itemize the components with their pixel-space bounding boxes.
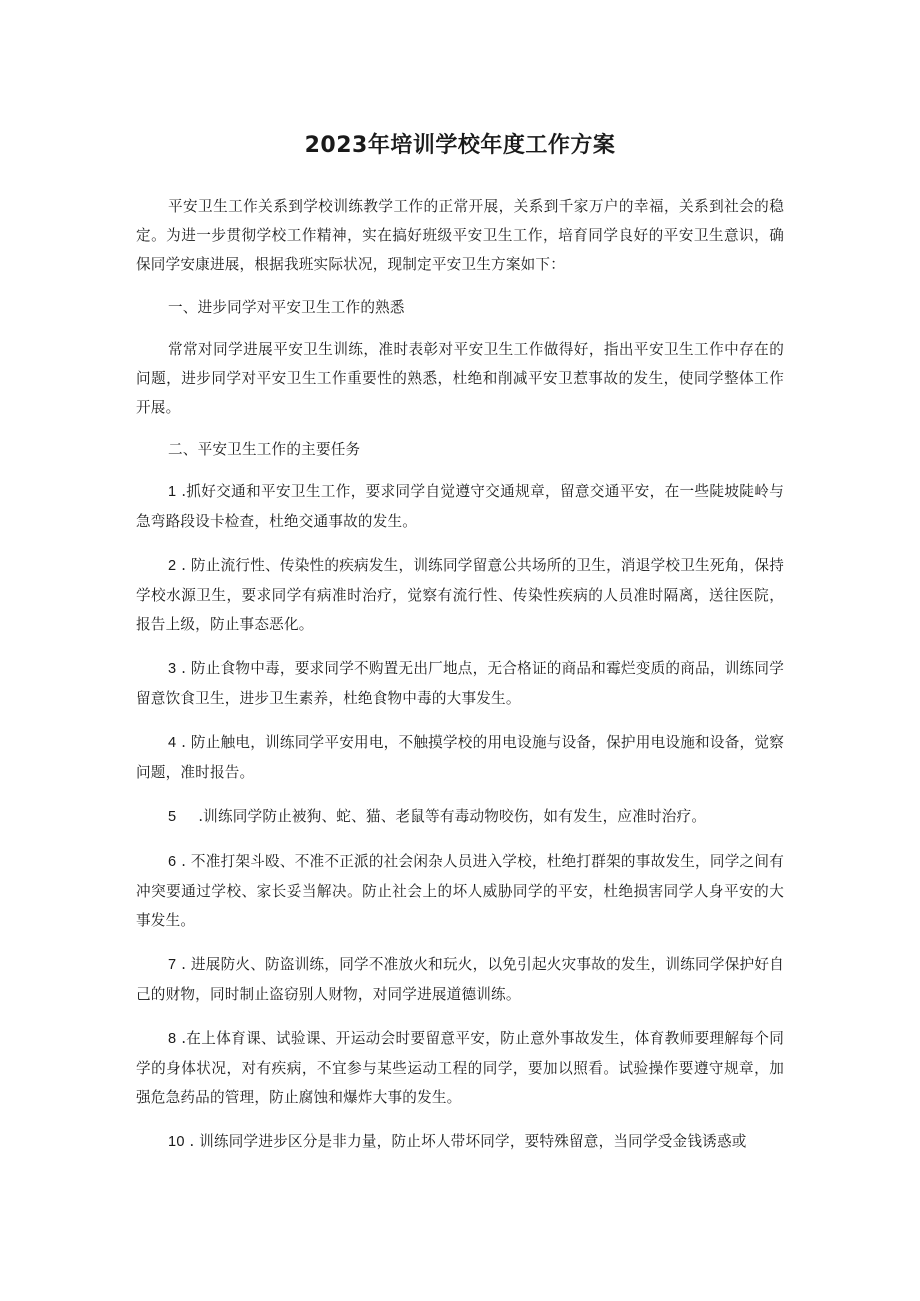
task-item-number: 5 bbox=[168, 809, 177, 825]
task-item-number: 7 bbox=[168, 957, 177, 973]
task-item-2 bbox=[136, 551, 784, 639]
document-title: 2023年培训学校年度工作方案 bbox=[304, 133, 616, 158]
task-item-8 bbox=[136, 1024, 784, 1112]
task-item-number: 3 bbox=[168, 661, 177, 677]
task-item-text: .训练同学防止被狗、蛇、猫、老鼠等有毒动物咬伤，如有发生，应准时治疗。 bbox=[198, 808, 707, 825]
task-item-5 bbox=[136, 802, 784, 832]
task-item-number: 6 bbox=[168, 854, 177, 870]
task-item-text: .在上体育课、试验课、开运动会时要留意平安，防止意外事故发生，体育教师要理解每个同学的身体状况，对有疾病，不宜参与某些运动工程的同学，要加以照看。试验操作要遵守规章，加强危急药品的管理，防止腐蚀和爆炸大事的发生。 bbox=[136, 1030, 784, 1106]
task-item-10 bbox=[136, 1127, 784, 1157]
section-1-body: 常常对同学进展平安卫生训练，准时表彰对平安卫生工作做得好，指出平安卫生工作中存在的问题，进步同学对平安卫生工作重要性的熟悉，杜绝和削减平安卫惹事故的发生，使同学整体工作开展。 bbox=[136, 341, 784, 416]
task-item-number: 1 bbox=[168, 484, 177, 500]
task-item-text: . 防止触电，训练同学平安用电，不触摸学校的用电设施与设备，保护用电设施和设备，觉察问题，准时报告。 bbox=[136, 734, 784, 781]
task-item-7 bbox=[136, 950, 784, 1009]
task-item-4 bbox=[136, 728, 784, 787]
task-item-6 bbox=[136, 847, 784, 935]
task-item-number: 8 bbox=[168, 1031, 177, 1047]
task-item-text: . 防止流行性、传染性的疾病发生，训练同学留意公共场所的卫生，消退学校卫生死角，保持学校水源卫生，要求同学有病准时治疗，觉察有流行性、传染性疾病的人员准时隔离，送往医院，报告上级，防止事态恶化。 bbox=[136, 557, 784, 633]
task-item-text: . 进展防火、防盗训练，同学不准放火和玩火，以免引起火灾事故的发生，训练同学保护好自己的财物，同时制止盗窃别人财物，对同学进展道德训练。 bbox=[136, 956, 784, 1003]
intro-paragraph: 平安卫生工作关系到学校训练教学工作的正常开展，关系到千家万户的幸福，关系到社会的稳定。为进一步贯彻学校工作精神，实在搞好班级平安卫生工作，培育同学良好的平安卫生意识，确保同学安康进展，根据我班实际状况，现制定平安卫生方案如下： bbox=[136, 198, 784, 273]
task-item-text: . 训练同学进步区分是非力量，防止坏人带坏同学，要特殊留意，当同学受金钱诱惑或 bbox=[184, 1133, 747, 1150]
section-1-heading: 一、进步同学对平安卫生工作的熟悉 bbox=[168, 299, 405, 316]
task-item-3 bbox=[136, 654, 784, 713]
document-body bbox=[136, 192, 784, 1157]
task-item-number: 4 bbox=[168, 735, 177, 751]
task-item-number: 10 bbox=[168, 1134, 185, 1150]
task-item-text: . 防止食物中毒，要求同学不购置无出厂地点，无合格证的商品和霉烂变质的商品，训练同学留意饮食卫生，进步卫生素养，杜绝食物中毒的大事发生。 bbox=[136, 660, 784, 707]
task-item-number: 2 bbox=[168, 558, 177, 574]
section-2-heading: 二、平安卫生工作的主要任务 bbox=[168, 441, 361, 458]
task-item-text: .抓好交通和平安卫生工作，要求同学自觉遵守交通规章，留意交通平安，在一些陡坡陡岭与急弯路段设卡检查，杜绝交通事故的发生。 bbox=[136, 483, 784, 530]
task-item-1 bbox=[136, 477, 784, 536]
task-item-text: . 不准打架斗殴、不准不正派的社会闲杂人员进入学校，杜绝打群架的事故发生，同学之间有冲突要通过学校、家长妥当解决。防止社会上的坏人威胁同学的平安，杜绝损害同学人身平安的大事发生。 bbox=[136, 853, 784, 929]
